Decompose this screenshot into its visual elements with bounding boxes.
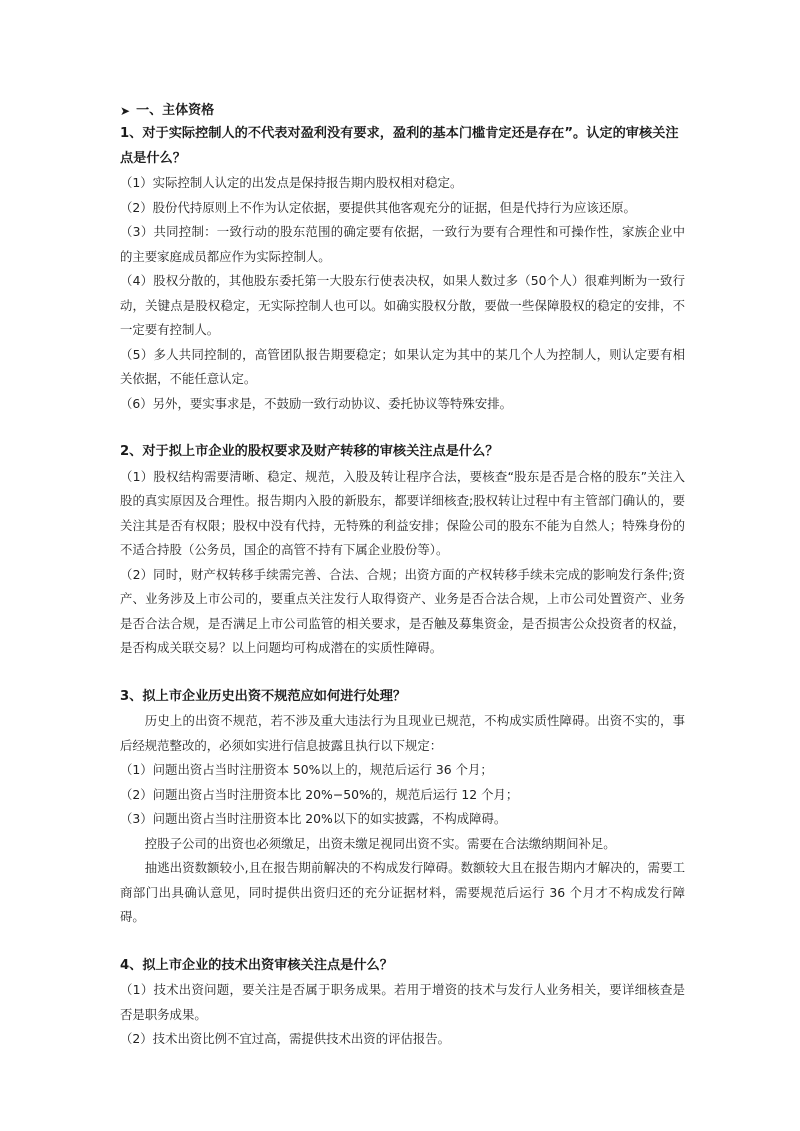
question-1-item: （6）另外，要实事求是，不鼓励一致行动协议、委托协议等特殊安排。 — [120, 395, 512, 411]
section-heading — [120, 100, 685, 122]
question-1-item: （1）实际控制人认定的出发点是保持报告期内股权相对稳定。 — [120, 175, 463, 190]
section-title: 一、主体资格 — [136, 103, 215, 118]
question-3-paragraph: 控股子公司的出资也必须缴足，出资未缴足视同出资不实。需要在合法缴纳期间补足。 — [144, 835, 616, 851]
question-4-title: 4、拟上市企业的技术出资审核关注点是什么？ — [120, 957, 393, 973]
question-4-item: （2）技术出资比例不宜过高，需提供技术出资的评估报告。 — [120, 1031, 451, 1046]
spacer — [120, 416, 685, 440]
question-1-title: 1、对于实际控制人的不代表对盈利没有要求，盈利的基本门槛肯定还是存在”。认定的审核关注点是什么？ — [120, 126, 679, 166]
question-4-item: （1）技术出资问题，要关注是否属于职务成果。若用于增资的技术与发行人业务相关，要详细核查是否是职务成果。 — [120, 982, 685, 1022]
question-1-item: （4）股权分散的，其他股东委托第一大股东行使表决权，如果人数过多（50个人）很难判断为一致行动，关键点是股权稳定，无实际控制人也可以。如确实股权分散，要做一些保障股权的稳定的安排，不一定要有控制人。 — [120, 273, 685, 337]
question-3-title: 3、拟上市企业历史出资不规范应如何进行处理？ — [120, 688, 407, 704]
spacer — [120, 930, 685, 954]
question-1-item: （3）共同控制：一致行动的股东范围的确定要有依据，一致行为要有合理性和可操作性，家族企业中的主要家庭成员都应作为实际控制人。 — [120, 224, 685, 264]
spacer — [120, 661, 685, 685]
arrow-bullet-icon: ➤ — [120, 104, 131, 118]
question-3-item: （1）问题出资占当时注册资本 50%以上的，规范后运行 36 个月； — [120, 762, 493, 777]
question-3-item: （2）问题出资占当时注册资本比 20%−50%的，规范后运行 12 个月； — [120, 786, 519, 802]
question-3-item: （3）问题出资占当时注册资本比 20%以下的如实披露，不构成障碍。 — [120, 811, 507, 826]
question-1-item: （2）股份代持原则上不作为认定依据，要提供其他客观充分的证据，但是代持行为应该还原。 — [120, 199, 636, 215]
question-3-paragraph: 抽逃出资数额较小,且在报告期前解决的不构成发行障碍。数额较大且在报告期内才解决的，需要工商部门出具确认意见，同时提供出资归还的充分证据材料，需要规范后运行 36 个月才不构成发行障碍。 — [120, 860, 685, 924]
document-content — [120, 100, 685, 1052]
question-3-intro: 历史上的出资不规范，若不涉及重大违法行为且现业已规范，不构成实质性障碍。出资不实的，事后经规范整改的，必须如实进行信息披露且执行以下规定： — [120, 713, 685, 753]
question-2-item: （2）同时，财产权转移手续需完善、合法、合规；出资方面的产权转移手续未完成的影响发行条件;资产、业务涉及上市公司的，要重点关注发行人取得资产、业务是否合法合规，上市公司处置资产、业务是否合法合规，是否满足上市公司监管的相关要求，是否触及募集资金，是否损害公众投资者的权益，是否构成关联交易？以上问题均可构成潜在的实质性障碍。 — [120, 566, 685, 655]
question-1-item: （5）多人共同控制的，高管团队报告期要稳定；如果认定为其中的某几个人为控制人，则认定要有相关依据，不能任意认定。 — [120, 346, 685, 386]
question-2-item: （1）股权结构需要清晰、稳定、规范，入股及转让程序合法，要核查“股东是否是合格的股东”关注入股的真实原因及合理性。报告期内入股的新股东，都要详细核查;股权转让过程中有主管部门确认的，要关注其是否有权限；股权中没有代持，无特殊的利益安排；保险公司的股东不能为自然人；特殊身份的不适合持股（公务员，国企的高管不持有下属企业股份等）。 — [120, 468, 685, 557]
question-2-title: 2、对于拟上市企业的股权要求及财产转移的审核关注点是什么？ — [120, 444, 499, 459]
